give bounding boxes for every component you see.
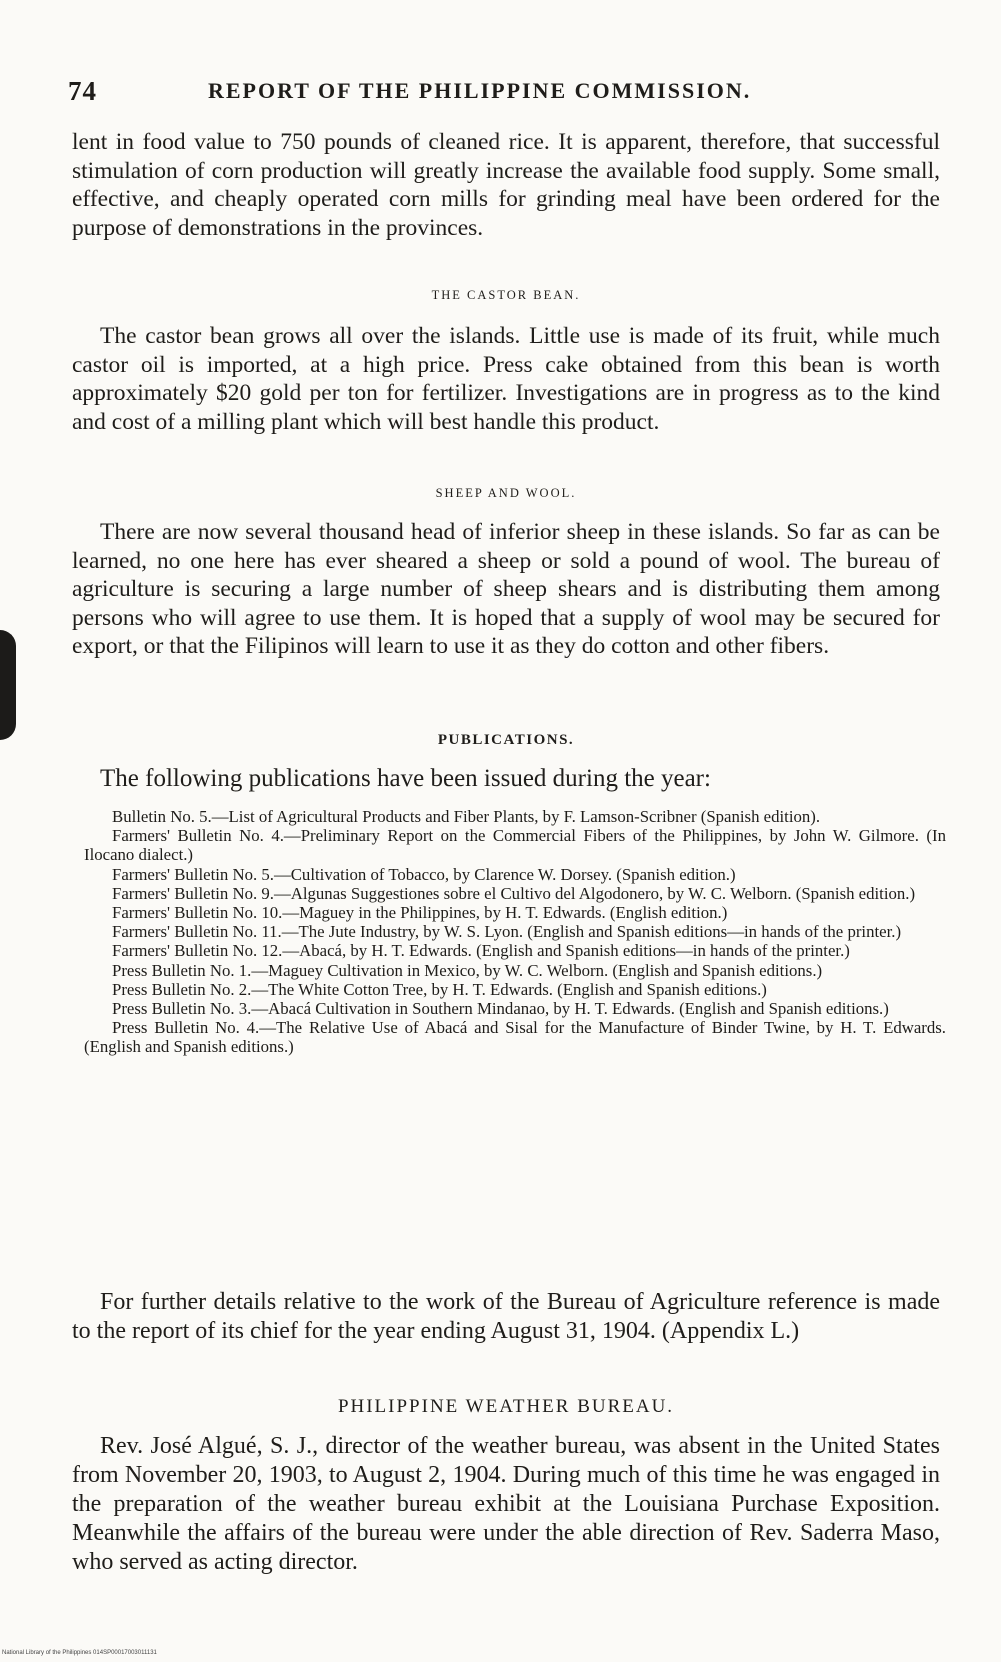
sheep-wool-paragraph: There are now several thousand head of inferior sheep in these islands. So far as can be learned, no one here has ever sheared a sheep or sold a pound of wool. The bureau of agriculture is securing a large number of sheep shears and is distributing them among persons who will agree to use them. It is hoped that a supply of wool may be secured for export, or that the Filipinos will learn to use it as they do cotton and other fibers. xyxy=(72,519,940,659)
publication-entry: Bulletin No. 5.—List of Agricultural Products and Fiber Plants, by F. Lamson-Scribner (Spanish edition). xyxy=(112,807,821,826)
publication-entry: Farmers' Bulletin No. 4.—Preliminary Report on the Commercial Fibers of the Philippines, by John W. Gilmore. (In Ilocano dialect.) xyxy=(84,826,946,865)
publication-entry: Farmers' Bulletin No. 12.—Abacá, by H. T. Edwards. (English and Spanish editions—in hands of the printer.) xyxy=(112,941,850,961)
further-details-paragraph: For further details relative to the work of the Bureau of Agriculture reference is made to the report of its chief for the year ending August 31, 1904. (Appendix L.) xyxy=(72,1289,940,1344)
publications-intro: The following publications have been issued during the year: xyxy=(100,765,711,792)
castor-bean-paragraph: The castor bean grows all over the islands. Little use is made of its fruit, while much castor oil is imported, at a high price. Press cake obtained from this bean is worth approximately $20 gold per ton for fertilizer. Investigations are in progress as to the kind and cost of a milling plant which will best handle this product. xyxy=(72,323,940,435)
publications-heading: PUBLICATIONS. xyxy=(437,732,575,748)
publication-entry: Press Bulletin No. 4.—The Relative Use of Abacá and Sisal for the Manufacture of Binder Twine, by H. T. Edwards. (English and Spanish editions.) xyxy=(84,1018,946,1057)
sheep-wool-heading: SHEEP AND WOOL. xyxy=(435,486,577,500)
castor-bean-heading: THE CASTOR BEAN. xyxy=(431,288,581,302)
scan-edge-shadow xyxy=(0,630,16,740)
publication-entry: Farmers' Bulletin No. 11.—The Jute Industry, by W. S. Lyon. (English and Spanish editions—in hands of the printer.) xyxy=(112,922,902,942)
running-title: REPORT OF THE PHILIPPINE COMMISSION. xyxy=(208,78,752,103)
publication-entry: Press Bulletin No. 2.—The White Cotton Tree, by H. T. Edwards. (English and Spanish editions.) xyxy=(112,979,767,999)
weather-bureau-heading: PHILIPPINE WEATHER BUREAU. xyxy=(337,1396,675,1417)
publication-entry: Farmers' Bulletin No. 10.—Maguey in the Philippines, by H. T. Edwards. (English edition.) xyxy=(112,903,728,923)
publication-entry: Press Bulletin No. 1.—Maguey Cultivation in Mexico, by W. C. Welborn. (English and Spanish editions.) xyxy=(112,960,823,980)
scan-credit: National Library of the Philippines 014SP00017003011131 xyxy=(2,1650,157,1656)
page-number: 74 xyxy=(68,76,97,106)
publication-entry: Farmers' Bulletin No. 9.—Algunas Suggestiones sobre el Cultivo del Algodonero, by W. C. Welborn. (Spanish edition.) xyxy=(112,883,916,903)
publication-entry: Farmers' Bulletin No. 5.—Cultivation of Tobacco, by Clarence W. Dorsey. (Spanish edition.) xyxy=(112,864,736,884)
publications-list xyxy=(84,807,946,1057)
page-header xyxy=(68,70,948,110)
publication-entry: Press Bulletin No. 3.—Abacá Cultivation in Southern Mindanao, by H. T. Edwards. (English and Spanish editions.) xyxy=(112,999,889,1019)
continuation-paragraph: lent in food value to 750 pounds of cleaned rice. It is apparent, therefore, that successful stimulation of corn production will greatly increase the available food supply. Some small, effective, and cheaply operated corn mills for grinding meal have been ordered for the purpose of demonstrations in the provinces. xyxy=(72,129,940,241)
weather-bureau-paragraph: Rev. José Algué, S. J., director of the weather bureau, was absent in the United States from November 20, 1903, to August 2, 1904. During much of this time he was engaged in the preparation of the weather bureau exhibit at the Louisiana Purchase Exposition. Meanwhile the affairs of the bureau were under the able direction of Rev. Saderra Maso, who served as acting director. xyxy=(72,1433,940,1575)
